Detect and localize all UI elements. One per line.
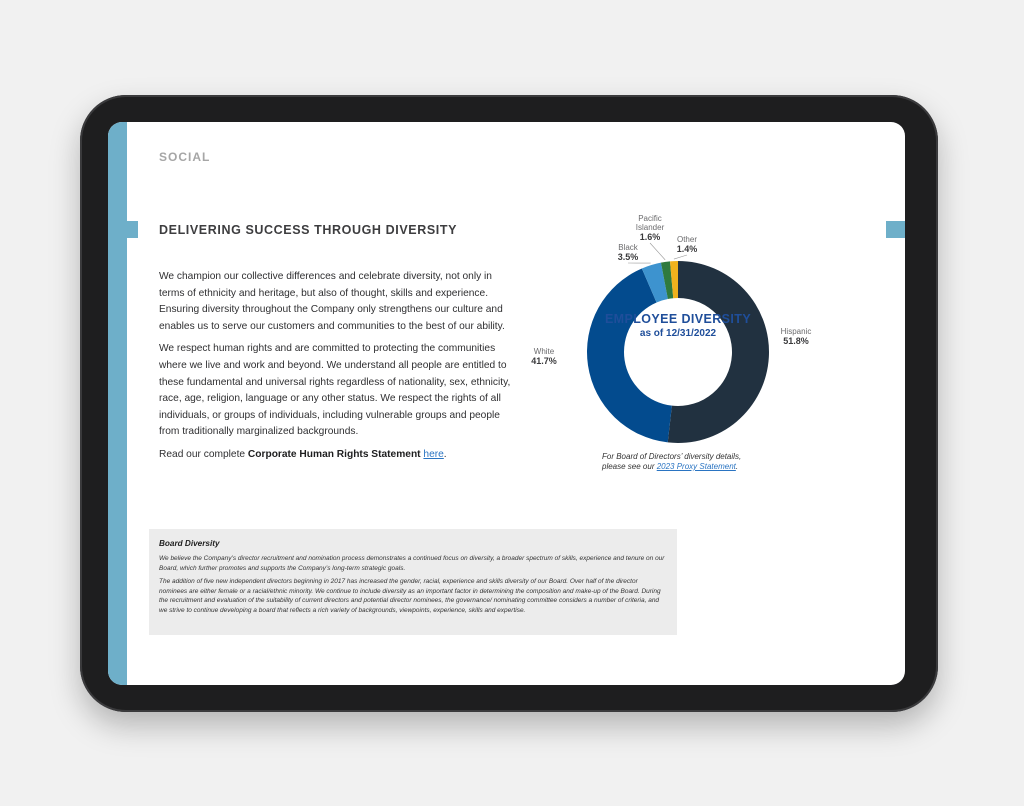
board-diversity-paragraph-1: We believe the Company’s director recruitment and nomination process demonstrates a continued focus on diversity, a broader spectrum of skills, experience and tenure on our Board, which further promotes and supports the Company’s long-term strategic goals. [159,555,665,572]
human-rights-statement-title: Corporate Human Rights Statement [247,448,421,460]
board-diversity-title: Board Diversity [159,539,220,548]
read-more-line [159,447,511,464]
document-page [108,122,905,685]
chart-subtitle: as of 12/31/2022 [639,328,717,339]
chart-footnote [602,452,782,472]
slice-label-white: White 41.7% [531,347,557,366]
leader-line-other [674,255,687,259]
page-heading: DELIVERING SUCCESS THROUGH DIVERSITY [159,223,458,237]
chart-center-title [588,312,768,340]
footnote-line-2 [602,462,782,472]
footnote-line-1: For Board of Directors’ diversity details, [602,452,742,461]
human-rights-link[interactable]: here [423,448,444,460]
footnote-suffix: . [735,462,739,471]
employee-diversity-chart [528,192,818,492]
donut-chart [528,192,818,492]
footnote-prefix: please see our [602,462,657,471]
accent-bar-left [108,122,127,685]
paragraph-2: We respect human rights and are committed to protecting the communities where we live and work and beyond. We understand all people are entitled to these fundamental and universal rights regardless of nationality, sex, ethnicity, race, age, religion, language or any other status. We respect the rights of all individuals, or groups of individuals, including vulnerable groups and people from traditionally marginalized backgrounds. [159,343,511,438]
section-label: SOCIAL [159,150,211,164]
leader-line-pacific-islander [650,243,665,260]
slice-label-hispanic: Hispanic 51.8% [780,327,812,346]
slice-label-other: Other 1.4% [676,235,698,254]
read-more-prefix: Read our complete [159,448,248,460]
paragraph-1: We champion our collective differences and celebrate diversity, not only in terms of ethnicity and heritage, but also of thought, skills and experience. Ensuring diversity throughout the Company only strengthens our culture and enables us to serve our customers and communities to the best of our ability. [159,271,505,332]
chart-title: EMPLOYEE DIVERSITY [604,312,752,326]
accent-notch-left [127,221,138,238]
slice-label-pacific-islander: Pacific Islander 1.6% [635,214,665,242]
proxy-statement-link[interactable]: 2023 Proxy Statement [656,462,736,471]
read-more-suffix: . [443,448,447,460]
body-text [159,269,511,470]
accent-notch-right [886,221,905,238]
slice-label-black: Black 3.5% [617,243,639,262]
board-diversity-box [149,529,677,635]
board-diversity-paragraph-2: The addition of five new independent directors beginning in 2017 has increased the gender, racial, experience and skills diversity of our Board. Over half of the director nominees are either female or a racial/ethnic minority. We continue to include diversity as an important factor in determining the composition and make-up of the Board. During the recruitment and evaluation of the suitability of current directors and potential director nominees, the governance/ nominating committee considers a number of criteria, and we strive to continue developing a board that reflects a rich variety of backgrounds, viewpoints, experience, skills and expertise. [159,578,661,614]
